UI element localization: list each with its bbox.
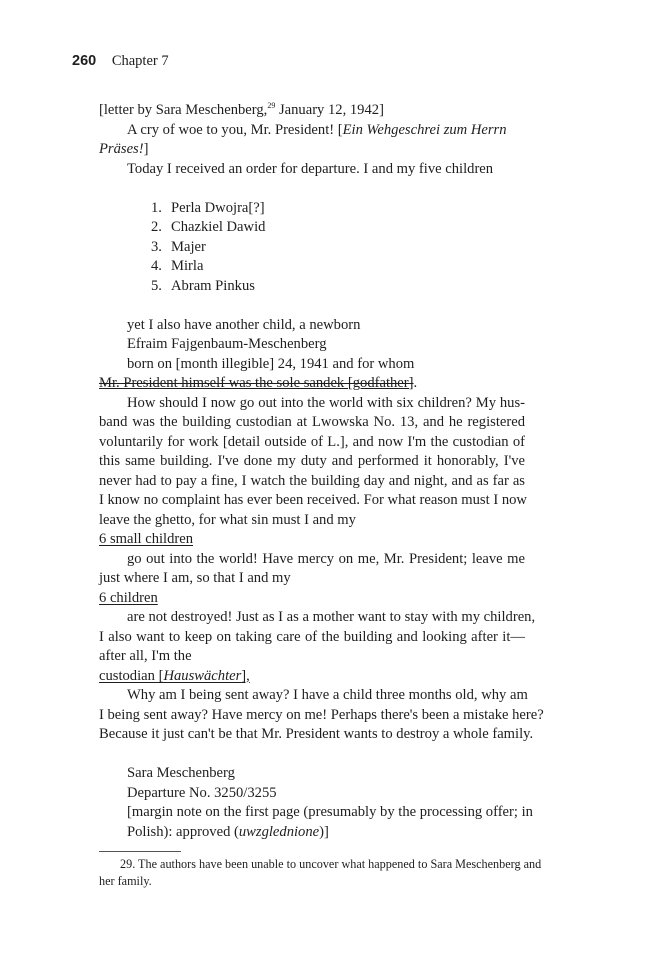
chapter-label: Chapter 7: [111, 53, 169, 69]
margin-note-close: )]: [319, 823, 329, 840]
custodian-bracket: ],: [241, 667, 250, 684]
sandek-line: [99, 374, 525, 394]
children-list: [99, 199, 525, 297]
child-list-item: [99, 199, 525, 219]
cry-bracket: ]: [143, 141, 149, 157]
child-number: 5.: [151, 277, 162, 294]
cry-line-2: [99, 140, 525, 160]
margin-note-text: Polish): approved (: [127, 823, 239, 840]
child-name: Chazkiel Dawid: [171, 219, 266, 235]
para1-line: leave the ghetto, for what sin must I and my: [99, 511, 356, 528]
order-line: Today I received an order for departure. I and my five children: [127, 160, 494, 177]
paragraph-1: [99, 394, 525, 531]
child-name: Perla Dwojra[?]: [171, 199, 265, 216]
margin-note-line-2: [99, 823, 525, 843]
child-list-item: [99, 277, 525, 297]
footnote-line-2: her family.: [99, 874, 152, 888]
para2-line: go out into the world! Have mercy on me, Mr. President; leave me: [127, 550, 525, 567]
para1-line: I know no complaint has ever been received. For what reason must I now: [99, 492, 527, 508]
paragraph-3: [99, 608, 536, 667]
custodian-german: Hauswächter: [163, 667, 242, 684]
child-number: 3.: [151, 238, 162, 255]
footnote: [99, 856, 551, 890]
cry-line-1: [99, 121, 525, 141]
custodian-text: custodian [: [99, 667, 164, 684]
margin-note-line-1: [margin note on the first page (presumably by the processing offer; in: [127, 804, 533, 820]
child-name: Mirla: [171, 258, 204, 274]
cry-yiddish-end: Präses!: [99, 141, 144, 157]
child-list-item: [99, 257, 525, 277]
child-number: 4.: [151, 258, 162, 274]
footnote-line-1: 29. The authors have been unable to uncover what happened to Sara Meschenberg and: [120, 857, 542, 871]
spacer: [99, 745, 525, 765]
child-list-item: [99, 238, 525, 258]
child-number: 2.: [151, 219, 162, 235]
para3-line: after all, I'm the: [99, 648, 192, 664]
newborn-line-1: yet I also have another child, a newborn: [127, 316, 361, 333]
newborn-line-2: Efraim Fajgenbaum-Meschenberg: [127, 336, 327, 352]
paragraph-2: [99, 550, 525, 589]
spacer: [99, 296, 525, 316]
footnote-ref: 29: [267, 101, 276, 110]
para1-line: voluntarily for work [detail outside of L.], and now I'm the custodian of: [99, 433, 525, 450]
para4-line: Because it just can't be that Mr. President wants to destroy a whole family.: [99, 726, 534, 742]
signature: Sara Meschenberg: [127, 765, 235, 781]
letter-body: [99, 101, 544, 842]
letter-intro-text: [letter by Sara Meschenberg,: [99, 102, 268, 118]
para1-line: never had to pay a fine, I watch the building day and night, and as far as: [99, 472, 525, 489]
small-children-underlined: 6 small children: [99, 531, 194, 547]
para1-line: this same building. I've done my duty and performed it honorably, I've: [99, 453, 525, 469]
sandek-period: .: [413, 375, 418, 391]
para2-line: just where I am, so that I and my: [99, 570, 291, 586]
page-number: 260: [72, 53, 97, 69]
letter-intro: [99, 101, 525, 121]
letter-intro-date: January 12, 1942]: [275, 102, 384, 118]
para3-line: are not destroyed! Just as I as a mother want to stay with my children,: [127, 609, 536, 625]
para1-line: band was the building custodian at Lwowska No. 13, and he registered: [99, 414, 525, 430]
six-children-underlined: 6 children: [99, 589, 158, 606]
sandek-struck-text: Mr. President himself was the sole sandek [godfather]: [99, 375, 414, 391]
newborn-line-3: born on [month illegible] 24, 1941 and for whom: [127, 355, 415, 372]
child-name: Majer: [171, 238, 206, 255]
custodian-line: [99, 667, 525, 687]
small-children-line: [99, 530, 525, 550]
custodian-underlined: [99, 668, 250, 684]
cry-yiddish: Ein Wehgeschrei zum Herrn: [342, 121, 507, 138]
six-children-line: [99, 589, 525, 609]
para4-line: I being sent away? Have mercy on me! Perhaps there's been a mistake here?: [99, 706, 544, 723]
child-list-item: [99, 218, 525, 238]
para1-line: How should I now go out into the world with six children? My hus-: [127, 394, 525, 411]
running-header: [72, 52, 169, 70]
spacer: [99, 179, 525, 199]
child-name: Abram Pinkus: [171, 277, 255, 294]
para3-line: I also want to keep on taking care of the building and looking after it—: [99, 628, 525, 645]
footnote-divider: [99, 851, 181, 852]
margin-note-polish: uwzglednione: [238, 823, 320, 840]
departure-number: Departure No. 3250/3255: [127, 784, 277, 801]
cry-text: A cry of woe to you, Mr. President! [: [127, 121, 343, 138]
para4-line: Why am I being sent away? I have a child three months old, why am: [127, 687, 528, 703]
child-number: 1.: [151, 199, 162, 216]
paragraph-4: [99, 686, 544, 745]
